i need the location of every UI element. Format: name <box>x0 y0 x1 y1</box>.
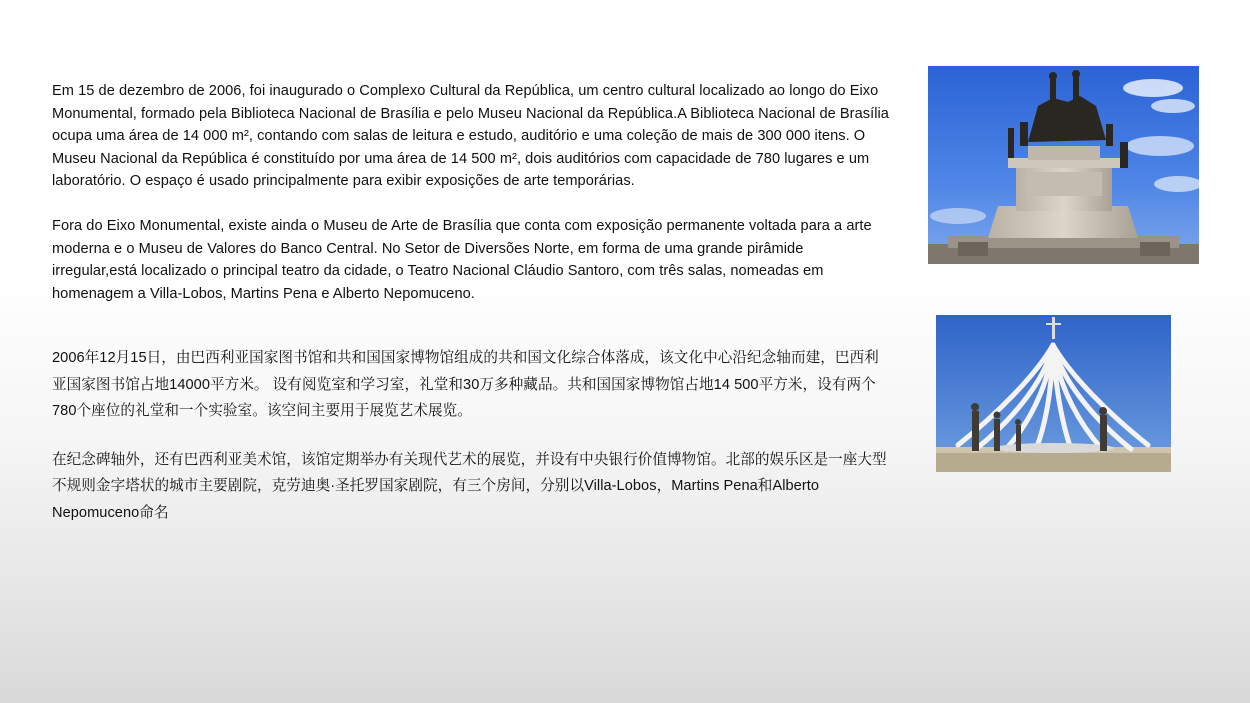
paragraph-chinese-2: 在纪念碑轴外，还有巴西利亚美术馆，该馆定期举办有关现代艺术的展览，并设有中央银行价值博物馆。北部的娱乐区是一座大型不规则金字塔状的城市主要剧院，克劳迪奥·圣托罗国家剧院，有三个房间，分别以Villa-Lobos，Martins Pena和Alberto Nepomuceno命名 <box>52 451 887 521</box>
photo-monument <box>928 66 1199 264</box>
photo-cathedral <box>936 315 1171 472</box>
paragraph-chinese-1: 2006年12月15日，由巴西利亚国家图书馆和共和国国家博物馆组成的共和国文化综合体落成，该文化中心沿纪念轴而建，巴西利亚国家图书馆占地14000平方米。 设有阅览室和学习室，礼堂和30万多种藏品。共和国国家博物馆占地14 500平方米，设有两个780个座位的礼堂和一个实验室。该空间主要用于展览艺术展览。 <box>52 350 879 420</box>
paragraph-portuguese-2: Fora do Eixo Monumental, existe ainda o Museu de Arte de Brasília que conta com exposição permanente voltada para a arte moderna e o Museu de Valores do Banco Central. No Setor de Diversões Norte, em forma de uma grande pirâmide irregular,está localizado o principal teatro da cidade, o Teatro Nacional Cláudio Santoro, com três salas, nomeadas em homenagem a Villa-Lobos, Martins Pena e Alberto Nepomuceno. <box>52 217 872 302</box>
paragraph-portuguese-1: Em 15 de dezembro de 2006, foi inaugurado o Complexo Cultural da República, um centro cultural localizado ao longo do Eixo Monumental, formado pela Biblioteca Nacional de Brasília e pelo Museu Nacional da República.A Biblioteca Nacional de Brasília ocupa uma área de 14 000 m², contando com salas de leitura e estudo, auditório e uma coleção de mais de 300 000 itens. O Museu Nacional da República é constituído por uma área de 14 500 m², dois auditórios com capacidade de 780 lugares e um laboratório. O espaço é usado principalmente para exibir exposições de arte temporárias. <box>52 83 889 190</box>
text-column <box>52 80 892 526</box>
